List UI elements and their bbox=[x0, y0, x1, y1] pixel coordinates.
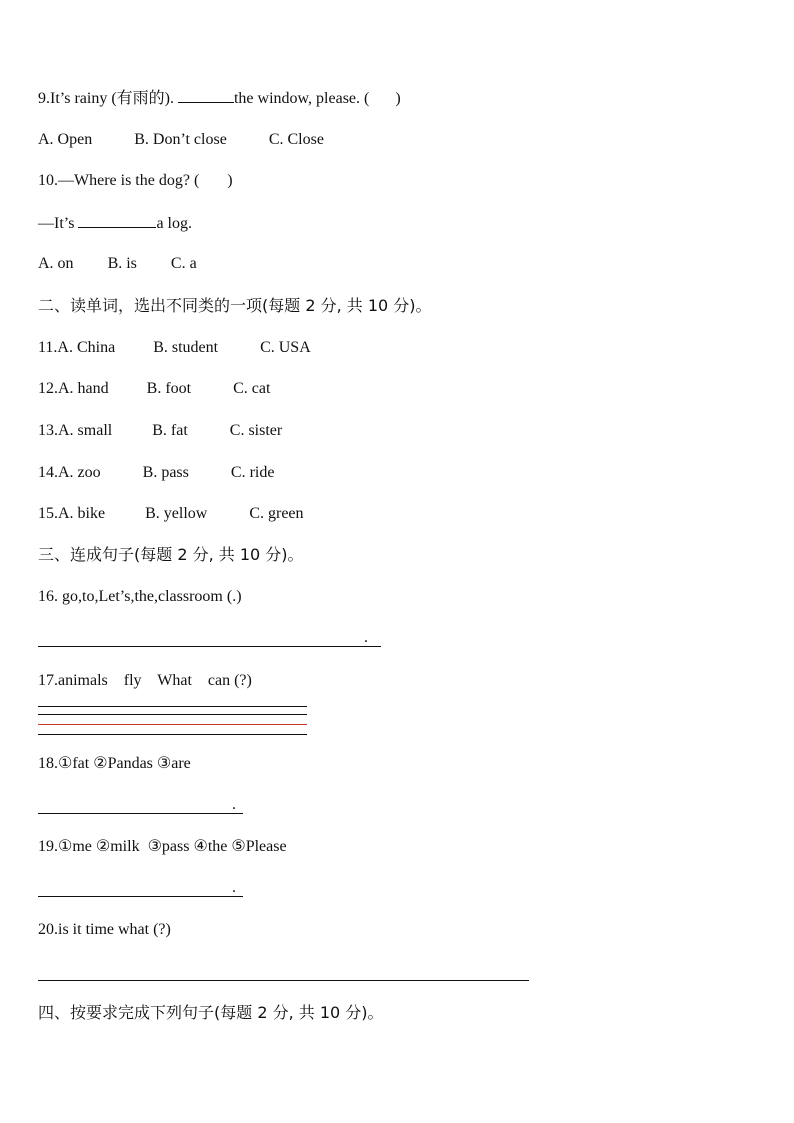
option-c: C. Close bbox=[268, 131, 324, 148]
option-a: A. Open bbox=[38, 131, 93, 148]
question-10-reply: —It’s a log. bbox=[38, 215, 192, 232]
question-19: 19.①me ②milk ③pass ④the ⑤Please bbox=[38, 838, 287, 855]
question-11: 11.A. China B. student C. USA bbox=[38, 339, 311, 356]
question-15: 15.A. bike B. yellow C. green bbox=[38, 505, 304, 522]
answer-period: . bbox=[364, 629, 368, 646]
grid-line-red bbox=[38, 724, 307, 725]
option-c: C. a bbox=[170, 255, 197, 272]
answer-period: . bbox=[232, 796, 236, 813]
section-4-title: 四、按要求完成下列句子(每题 2 分, 共 10 分)。 bbox=[38, 1003, 384, 1022]
question-17: 17.animals fly What can (?) bbox=[38, 672, 252, 689]
section-2-title: 二、读单词，选出不同类的一项(每题 2 分, 共 10 分)。 bbox=[38, 296, 432, 315]
option-a: A. on bbox=[38, 255, 74, 272]
grid-line bbox=[38, 734, 307, 735]
answer-period: . bbox=[232, 879, 236, 896]
section-3-title: 三、连成句子(每题 2 分, 共 10 分)。 bbox=[38, 545, 304, 564]
answer-blank[interactable] bbox=[78, 213, 156, 228]
answer-line-18[interactable] bbox=[38, 797, 243, 814]
question-20: 20.is it time what (?) bbox=[38, 921, 171, 938]
question-10-options bbox=[38, 254, 197, 274]
question-12: 12.A. hand B. foot C. cat bbox=[38, 380, 271, 397]
question-10-stem: 10.—Where is the dog? ( ) bbox=[38, 172, 233, 189]
question-9-options bbox=[38, 130, 324, 150]
answer-line-16[interactable] bbox=[38, 630, 381, 647]
grid-line bbox=[38, 706, 307, 707]
question-14: 14.A. zoo B. pass C. ride bbox=[38, 464, 275, 481]
option-b: B. is bbox=[107, 255, 137, 272]
question-16: 16. go,to,Let’s,the,classroom (.) bbox=[38, 588, 242, 605]
answer-line-19[interactable] bbox=[38, 880, 243, 897]
question-13: 13.A. small B. fat C. sister bbox=[38, 422, 283, 439]
question-18: 18.①fat ②Pandas ③are bbox=[38, 755, 191, 772]
question-9-stem: 9.It’s rainy (有雨的). the window, please. ( ) bbox=[38, 90, 401, 107]
grid-line bbox=[38, 714, 307, 715]
answer-blank[interactable] bbox=[178, 88, 234, 103]
option-b: B. Don’t close bbox=[134, 131, 227, 148]
answer-line-20[interactable] bbox=[38, 964, 529, 981]
